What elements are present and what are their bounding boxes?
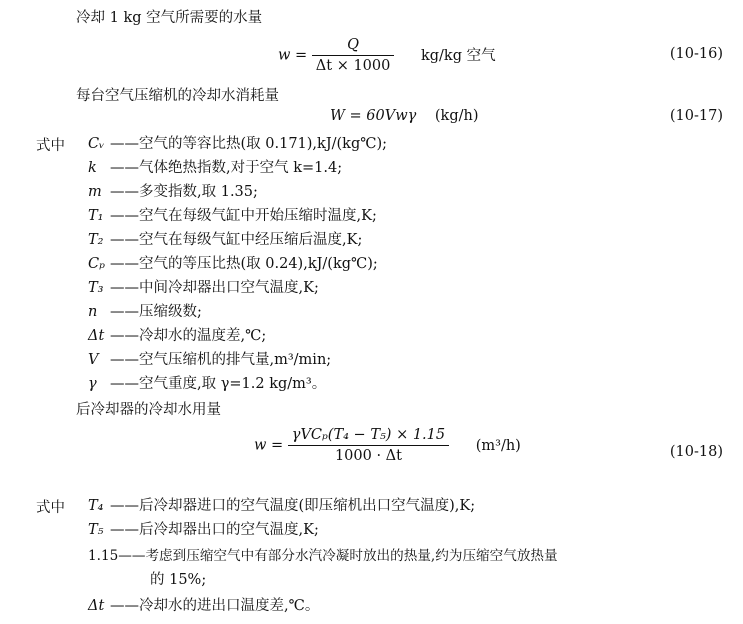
where1-symbol: T₃	[88, 280, 104, 296]
where1-symbol: m	[88, 184, 102, 200]
where2-item	[88, 546, 558, 566]
where1-item	[88, 374, 326, 394]
eq3-unit: (m³/h)	[475, 437, 521, 454]
intro-water-per-kg: 冷却 1 kg 空气所需要的水量	[76, 10, 263, 26]
where1-symbol: Cₚ	[88, 256, 105, 272]
where2-label: 式中	[36, 500, 65, 516]
where2-desc: ——考虑到压缩空气中有部分水汽冷凝时放出的热量,约为压缩空气放热量	[118, 548, 558, 564]
where1-symbol: T₁	[88, 208, 104, 224]
eq1-denominator: Δt × 1000	[315, 58, 391, 74]
equation-10-17	[330, 108, 479, 124]
where1-item	[88, 254, 378, 274]
where1-symbol: T₂	[88, 232, 104, 248]
where2-item	[88, 520, 319, 540]
where2-symbol: T₄	[88, 498, 104, 514]
eq1-unit: kg/kg 空气	[420, 47, 496, 64]
where1-desc: ——多变指数,取 1.35;	[110, 184, 258, 200]
where1-desc: ——空气重度,取 γ=1.2 kg/m³。	[110, 376, 327, 392]
eq1-number: (10-16)	[669, 46, 723, 62]
intro-aftercooler-water: 后冷却器的冷却水用量	[76, 402, 221, 418]
where1-desc: ——空气在每级气缸中经压缩后温度,K;	[110, 232, 363, 248]
eq3-fraction	[288, 426, 449, 465]
intro-compressor-water: 每台空气压缩机的冷却水消耗量	[76, 88, 279, 104]
where1-desc: ——中间冷却器出口空气温度,K;	[110, 280, 319, 296]
where2-symbol: T₅	[88, 522, 104, 538]
where2-symbol: 1.15	[88, 548, 119, 564]
where1-symbol: n	[88, 304, 98, 320]
where1-desc: ——空气的等压比热(取 0.24),kJ/(kg℃);	[110, 256, 378, 272]
where2-desc: ——冷却水的进出口温度差,℃。	[110, 598, 320, 614]
where1-symbol: k	[88, 160, 97, 176]
where1-symbol: γ	[88, 376, 97, 392]
equation-10-18	[254, 426, 521, 465]
where1-desc: ——气体绝热指数,对于空气 k=1.4;	[110, 160, 343, 176]
where2-desc: ——后冷却器出口的空气温度,K;	[110, 522, 319, 538]
where2-item	[88, 496, 475, 516]
where1-desc: ——空气的等容比热(取 0.171),kJ/(kg℃);	[110, 136, 388, 152]
where1-symbol: Cᵥ	[88, 136, 105, 152]
where2-item	[88, 596, 319, 616]
eq2-number: (10-17)	[669, 108, 723, 124]
where1-desc: ——压缩级数;	[110, 304, 202, 320]
where2-symbol: Δt	[88, 598, 105, 614]
eq1-lhs: w =	[278, 47, 308, 64]
where1-item	[88, 182, 258, 202]
eq2-formula: W = 60Vwγ	[330, 108, 417, 124]
where2-item-continued	[150, 570, 206, 590]
where1-item	[88, 158, 342, 178]
where2-desc: ——后冷却器进口的空气温度(即压缩机出口空气温度),K;	[110, 498, 476, 514]
where1-desc: ——冷却水的温度差,℃;	[110, 328, 267, 344]
where1-item	[88, 206, 377, 226]
equation-10-16	[278, 36, 496, 75]
where1-symbol: V	[88, 352, 99, 368]
where2-desc: 的 15%;	[150, 572, 207, 588]
eq2-unit: (kg/h)	[434, 108, 479, 124]
where1-symbol: Δt	[88, 328, 105, 344]
where1-label: 式中	[36, 138, 65, 154]
eq3-number: (10-18)	[669, 444, 723, 460]
eq1-numerator: Q	[312, 36, 395, 56]
where1-item	[88, 278, 319, 298]
eq3-lhs: w =	[254, 437, 284, 454]
where1-desc: ——空气在每级气缸中开始压缩时温度,K;	[110, 208, 377, 224]
where1-item	[88, 326, 266, 346]
where1-item	[88, 230, 362, 250]
where1-item	[88, 302, 202, 322]
eq3-numerator: γVCₚ(T₄ − T₅) × 1.15	[288, 426, 449, 446]
eq1-fraction	[312, 36, 395, 75]
where1-item	[88, 134, 387, 154]
where1-desc: ——空气压缩机的排气量,m³/min;	[110, 352, 332, 368]
eq3-denominator: 1000 · Δt	[334, 448, 402, 464]
where1-item	[88, 350, 331, 370]
